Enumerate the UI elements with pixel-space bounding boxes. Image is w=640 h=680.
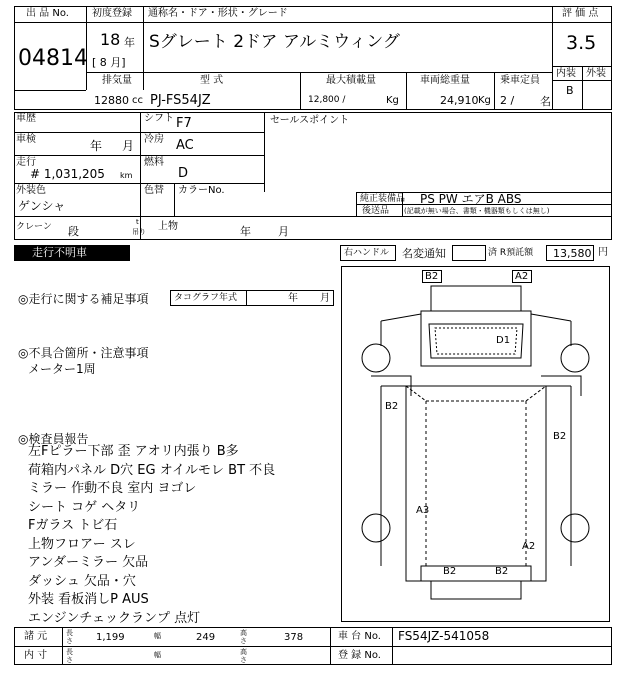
damage-mark: B2 bbox=[495, 566, 509, 577]
equipment-value: PS PW エアB ABS bbox=[420, 192, 522, 206]
mileage-unit: km bbox=[120, 171, 133, 180]
damage-mark: A2 bbox=[515, 271, 529, 282]
defect-item: メーター1周 bbox=[28, 362, 96, 376]
rear-panel bbox=[431, 581, 521, 599]
inspection-month-unit: 月 bbox=[122, 139, 135, 153]
wheel-front-right bbox=[561, 344, 589, 372]
displacement-label: 排気量 bbox=[102, 75, 132, 86]
length-value: 1,199 bbox=[96, 632, 125, 643]
gross-weight-unit: Kg bbox=[478, 95, 491, 106]
ac-label: 冷房 bbox=[144, 134, 164, 145]
height-label: 高さ bbox=[240, 629, 247, 645]
specs-label: 諸 元 bbox=[24, 631, 48, 642]
mileage-label: 走行 bbox=[16, 157, 36, 168]
lot-number: 04814 bbox=[18, 46, 88, 71]
chassis-number-label: 車 台 No. bbox=[338, 631, 381, 642]
chassis-number: FS54JZ-541058 bbox=[398, 629, 490, 643]
capacity-unit: 名 bbox=[540, 95, 551, 108]
wheel-front-left bbox=[362, 344, 390, 372]
year-unit: 年 bbox=[124, 36, 135, 49]
report-line: ダッシュ 欠品・穴 bbox=[28, 573, 136, 589]
inspection-label: 車検 bbox=[16, 134, 36, 145]
cab-front bbox=[431, 286, 521, 311]
aftermarket-label: 後送品 bbox=[362, 206, 390, 216]
recycle-deposit-unit: 円 bbox=[598, 247, 608, 258]
height-value: 378 bbox=[284, 632, 304, 643]
interior-grade: B bbox=[566, 84, 574, 97]
report-line: アンダーミラー 欠品 bbox=[28, 555, 149, 570]
max-load-unit: Kg bbox=[386, 95, 399, 106]
model-name-label: 通称名・ドア・形状・グレード bbox=[148, 8, 288, 19]
history-label: 車歴 bbox=[16, 113, 36, 124]
crane-stage-unit: 段 bbox=[68, 225, 79, 238]
inspection-year-unit: 年 bbox=[90, 139, 103, 153]
width-value: 249 bbox=[196, 632, 216, 643]
mileage-unknown-banner bbox=[14, 245, 130, 261]
fuel-label: 燃料 bbox=[144, 157, 164, 168]
height-label: 高さ bbox=[240, 648, 247, 664]
driving-notes-title: ◎走行に関する補足事項 bbox=[18, 292, 149, 306]
crane-label: クレーン bbox=[16, 222, 52, 232]
interior-grade-label: 内装 bbox=[556, 68, 576, 79]
damage-mark: A3 bbox=[416, 505, 430, 516]
max-load-value: 12,800 / bbox=[308, 95, 346, 105]
rear-bumper bbox=[421, 566, 531, 581]
exterior-grade-label: 外装 bbox=[586, 68, 606, 79]
width-label: 幅 bbox=[154, 651, 161, 659]
damage-mark: B2 bbox=[385, 401, 399, 412]
model-code: PJ-FS54JZ bbox=[150, 93, 211, 108]
aftermarket-note: (記載が無い場合、書類・機器類もしくは無し) bbox=[404, 207, 550, 215]
first-registration-label: 初度登録 bbox=[92, 8, 132, 19]
capacity-value: 2 / bbox=[500, 94, 515, 107]
crane-top-label: 上物 bbox=[158, 221, 178, 232]
registration-year: 18 bbox=[100, 30, 121, 49]
displacement-unit: cc bbox=[132, 95, 143, 106]
shift-value: F7 bbox=[176, 116, 192, 131]
crane-lift-label: 吊り bbox=[132, 228, 146, 236]
mileage-unknown-text: 走行不明車 bbox=[32, 246, 87, 259]
max-load-label: 最大積載量 bbox=[326, 75, 376, 86]
defects-title: ◎不具合箇所・注意事項 bbox=[18, 346, 149, 360]
mirror-arms bbox=[381, 314, 571, 346]
tachograph-label: タコグラフ年式 bbox=[174, 293, 238, 303]
model-name: Sグレート 2ドア アルミウィング bbox=[149, 32, 400, 52]
exterior-color-value: ゲンシャ bbox=[18, 199, 66, 213]
tachograph-month-unit: 月 bbox=[320, 293, 330, 304]
report-line: Fガラス トビ石 bbox=[28, 518, 118, 533]
inspector-report-list bbox=[28, 443, 275, 628]
damage-mark: A2 bbox=[522, 541, 536, 552]
name-change-label: 名変通知 bbox=[402, 247, 446, 260]
tachograph-year-unit: 年 bbox=[288, 293, 298, 304]
interior-dimensions-label: 内 寸 bbox=[24, 650, 48, 661]
damage-mark: B2 bbox=[443, 566, 457, 577]
mileage-value: # 1,031,205 bbox=[30, 167, 105, 181]
report-line: 荷箱内パネル D穴 EG オイルモレ BT 不良 bbox=[28, 462, 276, 478]
report-line: 外装 看板消しP AUS bbox=[28, 592, 149, 607]
color-number-label: カラーNo. bbox=[178, 185, 225, 196]
recycle-deposit-label: 済 R預託額 bbox=[488, 248, 534, 258]
lot-no-label: 出 品 No. bbox=[26, 8, 69, 19]
truck-diagram bbox=[341, 266, 610, 622]
length-label: 長さ bbox=[66, 629, 73, 645]
damage-mark: B2 bbox=[553, 431, 567, 442]
width-label: 幅 bbox=[154, 632, 161, 640]
length-label: 長さ bbox=[66, 648, 73, 664]
shift-label: シフト bbox=[144, 113, 174, 124]
crane-year-unit: 年 bbox=[240, 225, 251, 238]
damage-mark: B2 bbox=[425, 271, 439, 282]
report-line: エンジンチェックランプ 点灯 bbox=[28, 610, 201, 626]
crane-ton-unit: t bbox=[136, 218, 139, 226]
report-line: シート コゲ ヘタリ bbox=[28, 499, 141, 515]
equipment-label: 純正装備品 bbox=[360, 194, 406, 204]
displacement-value: 12880 bbox=[94, 94, 129, 107]
wheel-rear-left bbox=[362, 514, 390, 542]
report-line: 上物フロアー スレ bbox=[28, 536, 136, 552]
color-change-label: 色替 bbox=[144, 185, 164, 196]
score-label: 評 価 点 bbox=[562, 8, 599, 19]
sales-point-label: セールスポイント bbox=[270, 115, 350, 126]
ac-value: AC bbox=[176, 138, 194, 153]
exterior-color-label: 外装色 bbox=[16, 185, 46, 196]
report-line: ミラー 作動不良 室内 ヨゴレ bbox=[28, 481, 197, 496]
score-value: 3.5 bbox=[566, 32, 597, 54]
report-line: 左Fピラー下部 歪 アオリ内張り B多 bbox=[28, 444, 239, 459]
gross-weight-label: 車両総重量 bbox=[420, 75, 470, 86]
right-hand-drive-label: 右ハンドル bbox=[344, 248, 390, 258]
crane-month-unit: 月 bbox=[278, 225, 289, 238]
registration-number-label: 登 録 No. bbox=[338, 650, 381, 661]
inspector-report-title: ◎検査員報告 bbox=[18, 432, 89, 446]
name-change-box bbox=[452, 245, 486, 261]
recycle-deposit-value: 13,580 bbox=[553, 247, 592, 260]
damage-mark: D1 bbox=[496, 335, 511, 346]
wheel-rear-right bbox=[561, 514, 589, 542]
model-code-label: 型 式 bbox=[200, 75, 224, 86]
registration-month: [ 8 月] bbox=[92, 56, 126, 69]
capacity-label: 乗車定員 bbox=[500, 75, 540, 86]
fuel-value: D bbox=[178, 166, 189, 181]
gross-weight-value: 24,910 bbox=[440, 94, 479, 107]
